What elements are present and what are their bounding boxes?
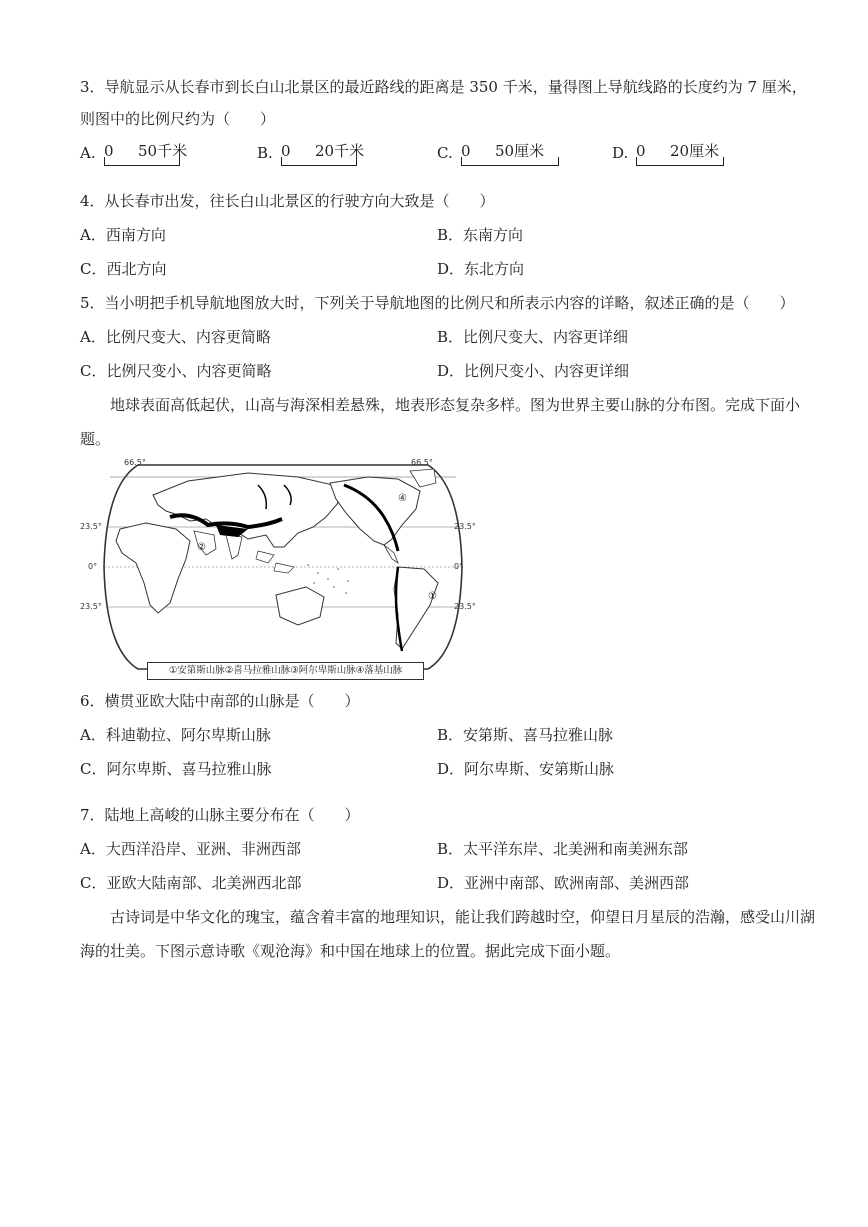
q7-option-a: A．大西洋沿岸、亚洲、非洲西部 bbox=[80, 840, 301, 858]
scale-rule bbox=[636, 157, 724, 166]
marker-1: ① bbox=[428, 591, 437, 602]
q6-option-d: D．阿尔卑斯、安第斯山脉 bbox=[437, 760, 615, 778]
scale-value: 50厘米 bbox=[495, 142, 545, 160]
q7-option-d: D．亚洲中南部、欧洲南部、美洲西部 bbox=[437, 874, 690, 892]
scale-bar bbox=[279, 142, 365, 166]
q3-option-c bbox=[437, 144, 559, 166]
q5-stem: 5．当小明把手机导航地图放大时，下列关于导航地图的比例尺和所表示内容的详略，叙述正确的是（ ） bbox=[80, 294, 795, 312]
option-letter: A. bbox=[80, 144, 96, 162]
q4-option-a: A．西南方向 bbox=[80, 226, 166, 244]
q6-option-a: A．科迪勒拉、阿尔卑斯山脉 bbox=[80, 726, 271, 744]
scale-value: 20千米 bbox=[315, 142, 365, 160]
q5-option-c: C．比例尺变小、内容更简略 bbox=[80, 362, 272, 380]
lat-label-235s-right: 23.5° bbox=[454, 602, 476, 611]
scale-zero: 0 bbox=[281, 142, 291, 160]
lat-label-eq-right: 0° bbox=[454, 562, 464, 571]
lat-label-235n-left: 23.5° bbox=[80, 522, 102, 531]
map-legend: ①安第斯山脉②喜马拉雅山脉③阿尔卑斯山脉④落基山脉 bbox=[147, 662, 424, 680]
intro-paragraph-poem: 古诗词是中华文化的瑰宝，蕴含着丰富的地理知识，能让我们跨越时空，仰望日月星辰的浩瀚，感受山川湖海的壮美。下图示意诗歌《观沧海》和中国在地球上的位置。据此完成下面小题。 bbox=[80, 908, 816, 960]
scale-zero: 0 bbox=[461, 142, 471, 160]
scale-rule bbox=[104, 157, 180, 166]
q7-option-b: B．太平洋东岸、北美洲和南美洲东部 bbox=[437, 840, 689, 858]
intro-paragraph-mountains: 地球表面高低起伏，山高与海深相差悬殊，地表形态复杂多样。图为世界主要山脉的分布图。完成下面小题。 bbox=[80, 396, 801, 448]
q6-option-b: B．安第斯、喜马拉雅山脉 bbox=[437, 726, 614, 744]
scale-value: 50千米 bbox=[138, 142, 188, 160]
scale-value: 20厘米 bbox=[670, 142, 720, 160]
q4-stem: 4．从长春市出发，往长白山北景区的行驶方向大致是（ ） bbox=[80, 192, 495, 210]
world-map-svg bbox=[98, 455, 468, 680]
lat-label-665n-right: 66.5° bbox=[411, 458, 433, 467]
q3-stem-line1: 3．导航显示从长春市到长白山北景区的最近路线的距离是 350 千米，量得图上导航线路的长度约为 7 厘米， bbox=[80, 78, 807, 96]
q5-option-b: B．比例尺变大、内容更详细 bbox=[437, 328, 629, 346]
scale-bar bbox=[634, 144, 724, 166]
option-letter: B. bbox=[257, 144, 273, 162]
q3-option-a bbox=[80, 142, 188, 166]
scale-zero: 0 bbox=[104, 142, 114, 160]
q3-stem-line2: 则图中的比例尺约为（ ） bbox=[80, 110, 276, 128]
scale-zero: 0 bbox=[636, 142, 646, 160]
q7-stem: 7．陆地上高峻的山脉主要分布在（ ） bbox=[80, 806, 360, 824]
q7-option-c: C．亚欧大陆南部、北美洲西北部 bbox=[80, 874, 302, 892]
scale-rule bbox=[461, 157, 559, 166]
marker-4: ④ bbox=[398, 493, 407, 504]
q5-option-d: D．比例尺变小、内容更详细 bbox=[437, 362, 630, 380]
q4-option-b: B．东南方向 bbox=[437, 226, 524, 244]
q3-option-b bbox=[257, 142, 365, 166]
marker-2: ② bbox=[197, 542, 206, 553]
lat-label-235n-right: 23.5° bbox=[454, 522, 476, 531]
q4-option-d: D．东北方向 bbox=[437, 260, 525, 278]
scale-bar bbox=[459, 144, 559, 166]
q5-option-a: A．比例尺变大、内容更简略 bbox=[80, 328, 271, 346]
q6-option-c: C．阿尔卑斯、喜马拉雅山脉 bbox=[80, 760, 272, 778]
world-mountains-map bbox=[80, 455, 476, 680]
lat-label-eq-left: 0° bbox=[88, 562, 98, 571]
q4-option-c: C．西北方向 bbox=[80, 260, 167, 278]
lat-label-235s-left: 23.5° bbox=[80, 602, 102, 611]
scale-rule bbox=[281, 157, 357, 166]
option-letter: D. bbox=[612, 144, 629, 162]
option-letter: C. bbox=[437, 144, 453, 162]
q6-stem: 6．横贯亚欧大陆中南部的山脉是（ ） bbox=[80, 692, 360, 710]
lat-label-665n-left: 66.5° bbox=[124, 458, 146, 467]
q3-option-d bbox=[612, 144, 724, 166]
scale-bar bbox=[102, 142, 188, 166]
